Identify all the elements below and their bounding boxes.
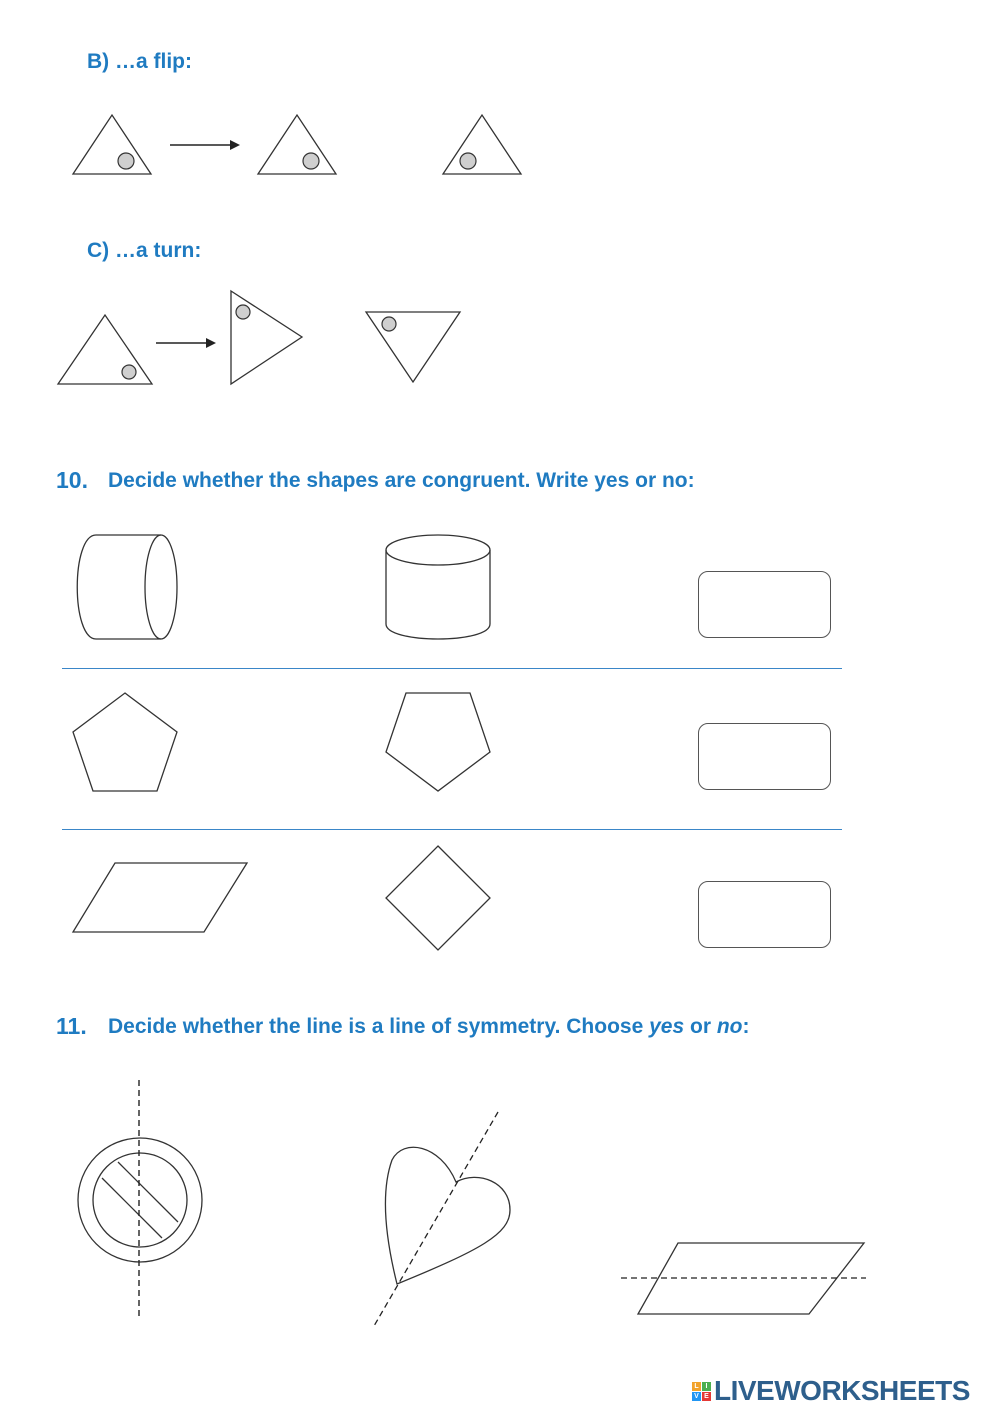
question-10-text: Decide whether the shapes are congruent. Write yes or no: [108,469,695,492]
pentagon-point-down-shape [383,690,495,796]
turn-triangle-example [228,288,306,388]
logo-blocks-icon: L I V E [692,1382,711,1401]
pentagon-point-up-shape [70,690,182,796]
cylinder-upright-shape [383,532,495,644]
flip-triangle-example [255,112,339,178]
logo-text: LIVEWORKSHEETS [714,1375,970,1406]
question-11-number: 11. [56,1013,87,1039]
row-separator [62,829,842,830]
turn-triangle-candidate[interactable] [364,309,464,385]
liveworksheets-logo [692,1376,970,1406]
arrow-icon [154,336,220,350]
section-b-label: B) …a flip: [87,50,192,73]
symmetry-parallelogram-shape[interactable] [618,1240,870,1318]
rhombus-shape [383,843,495,953]
answer-box-row-1[interactable] [698,571,831,638]
heart-shape[interactable] [370,1108,515,1330]
option-no-text: no [716,1015,743,1038]
turn-triangle-original [56,312,154,388]
parallelogram-shape [70,860,252,936]
option-yes-text: yes [649,1015,685,1038]
flip-triangle-candidate[interactable] [440,112,524,178]
no-entry-sign-shape[interactable] [74,1078,206,1320]
answer-box-row-2[interactable] [698,723,831,790]
flip-triangle-original [70,112,154,178]
row-separator [62,668,842,669]
cylinder-side-shape [70,532,182,644]
question-10-number: 10. [56,467,88,493]
answer-box-row-3[interactable] [698,881,831,948]
section-c-label: C) …a turn: [87,239,202,262]
question-11-text: Decide whether the line is a line of symmetry. Choose yes or no: [108,1015,750,1038]
arrow-icon [168,138,244,152]
